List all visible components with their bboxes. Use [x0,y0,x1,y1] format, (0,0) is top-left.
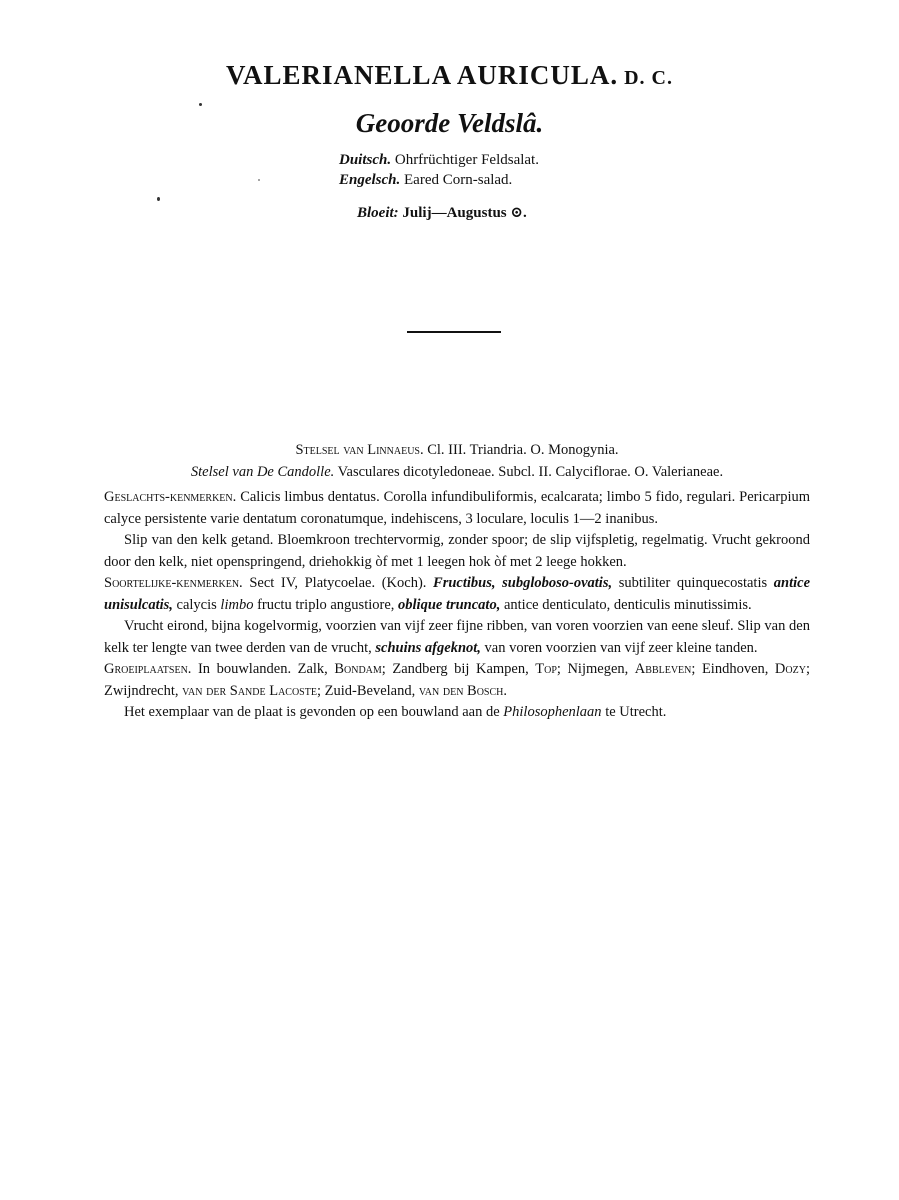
latin-phrase: calycis [172,596,221,613]
flowering-label: Bloeit: [357,205,399,221]
latin-phrase: Fructibus, subgloboso-ovatis, [433,575,613,591]
species-section: Sect IV, Platycoelae. (Koch). [249,575,427,591]
vernacular-name: Eared Corn-salad. [404,172,513,188]
species-title [0,60,899,91]
section-divider [407,331,501,333]
collector-name: Abbleven [634,661,692,677]
genus-characters-dutch: Slip van den kelk getand. Bloemkroon trechtervormig, zonder spoor; de slip vijfspletig, regelmatig. Vrucht gekroond door den kelk, niet openspringend, driehokkig òf met 1 leegen hok òf met 2 leege hokken. [104,532,810,570]
dutch-phrase: van voren voorzien van vijf zeer kleine tanden. [480,639,758,656]
latin-phrase: antice unisulcatis, [104,575,811,613]
dutch-phrase: schuins afgeknot, [375,639,481,656]
collector-name: Dozy [774,661,806,677]
species-label: Soortelijke-kenmerken. [104,575,243,591]
habitat-text: ; Nijmegen, [556,661,635,677]
decandolle-label: Stelsel van De Candolle. [190,463,335,480]
species-characters-dutch [104,616,810,659]
genus-latin-text: Calicis limbus dentatus. Corolla infundibuliformis, ecalcarata; limbo 5 fido, regulari. Pericarpium calyce persistente varie dentatum coronatumque, indehiscens, 3 loculare, loculis 1—2 inanibus. [104,489,811,527]
species-name: VALERIANELLA AURICULA. [226,60,619,90]
habitat-text: ; Eindhoven, [691,661,775,677]
habitats-label: Groeiplaatsen. [104,661,192,677]
vernacular-german [339,152,539,169]
print-speck [157,197,160,201]
vernacular-english [339,172,512,189]
species-characters-latin [104,573,810,616]
collector-name: Top [535,661,557,677]
specimen-note [104,702,810,724]
decandolle-system [104,462,810,484]
collector-name: Bondam [334,661,382,677]
specimen-text: te Utrecht. [601,704,667,720]
dutch-phrase: Vrucht eirond, bijna kogelvormig, voorzien van vijf zeer fijne ribben, van voren voorzien van eene sleuf. Slip van den kelk ter lengte van twee derden van de vrucht, [104,618,810,656]
latin-phrase: fructu triplo angustiore, [253,596,399,613]
latin-phrase: oblique truncato, [398,596,501,613]
habitat-text: In bouwlanden. Zalk, [197,661,335,677]
author-abbreviation: D. C. [624,67,673,89]
flowering-value: Julij—Augustus ⊙. [402,205,527,221]
vernacular-language: Engelsch. [339,172,401,188]
linnaeus-system [104,440,810,462]
description-body [104,440,810,724]
collector-name: van den Bosch [418,682,504,699]
latin-phrase: antice denticulato, denticulis minutissimis. [500,596,752,613]
print-speck [199,103,202,106]
dutch-name: Geoorde Veldslâ. [355,108,544,138]
habitat-text: ; Zandberg bij Kampen, [381,661,536,677]
genus-characters-latin [104,487,810,530]
collector-name: van der Sande Lacoste [182,682,317,699]
habitat-text: ; Zwijndrecht, [104,661,810,699]
linnaeus-text: Cl. III. Triandria. O. Monogynia. [427,442,619,458]
print-speck [258,179,260,181]
flowering-period [357,203,527,222]
decandolle-text: Vasculares dicotyledoneae. Subcl. II. Calyciflorae. O. Valerianeae. [337,463,724,480]
linnaeus-label: Stelsel van Linnaeus. [295,442,424,458]
vernacular-name: Ohrfrüchtiger Feldsalat. [394,152,539,168]
habitat-text: . [503,682,508,699]
latin-phrase: limbo [220,596,254,613]
genus-label: Geslachts-kenmerken. [104,489,237,505]
specimen-text: Het exemplaar van de plaat is gevonden op een bouwland aan de [124,704,504,720]
habitats [104,659,810,702]
vernacular-language: Duitsch. [339,152,392,168]
habitat-text: ; Zuid-Beveland, [316,682,419,699]
specimen-place: Philosophenlaan [503,704,602,720]
latin-phrase: subtiliter quinquecostatis [612,575,774,591]
